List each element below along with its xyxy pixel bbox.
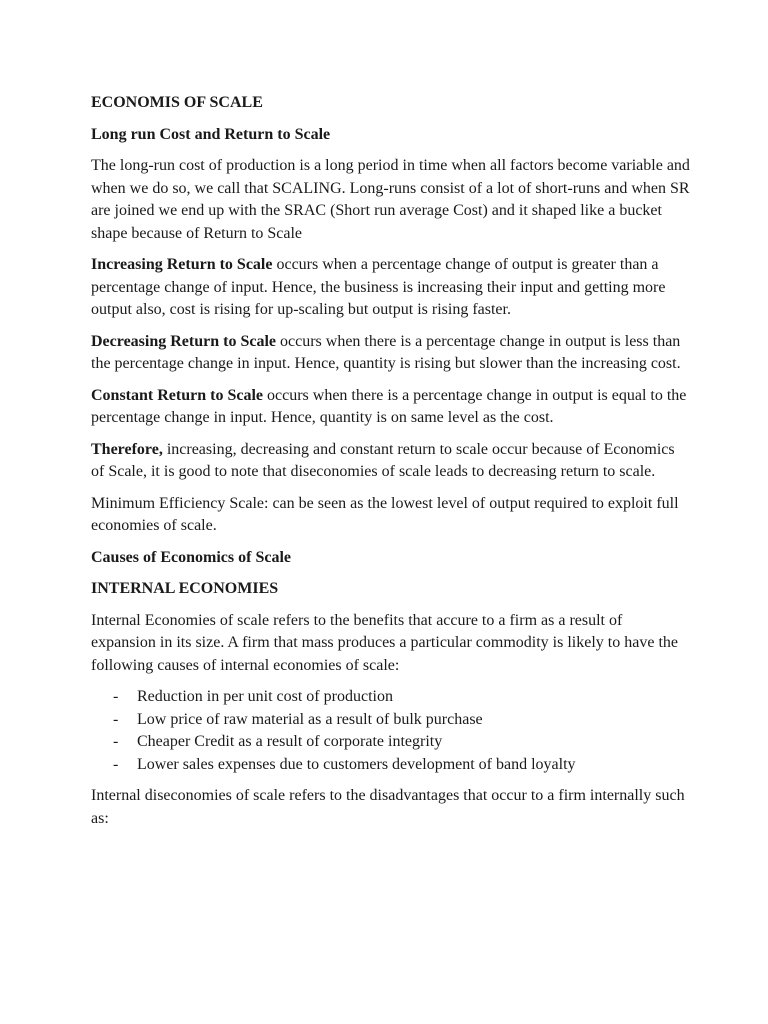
section-heading-long-run: Long run Cost and Return to Scale bbox=[91, 125, 331, 143]
bullet-dash: - bbox=[113, 688, 119, 705]
decreasing-return-text: occurs when there is a percentage change in output is less than the percentage change in input. Hence, quantity is rising but slower than the increasing cost. bbox=[91, 332, 681, 372]
list-item bbox=[91, 754, 691, 777]
minimum-efficiency-paragraph: Minimum Efficiency Scale: can be seen as the lowest level of output required to exploit full economies of scale. bbox=[91, 494, 679, 534]
decreasing-return-paragraph bbox=[91, 331, 691, 376]
increasing-return-term: Increasing Return to Scale bbox=[91, 256, 273, 273]
document-page bbox=[91, 92, 691, 839]
list-item bbox=[91, 709, 691, 732]
section-heading-internal: INTERNAL ECONOMIES bbox=[91, 580, 279, 597]
intro-paragraph: The long-run cost of production is a long period in time when all factors become variable and when we do so, we call that SCALING. Long-runs consist of a lot of short-runs and when SR are joined we end up with the SRAC (Short run average Cost) and it shaped like a bucket shape because of Return to Scale bbox=[91, 157, 690, 242]
therefore-term: Therefore, bbox=[91, 440, 163, 458]
decreasing-return-term: Decreasing Return to Scale bbox=[91, 332, 276, 350]
constant-return-term: Constant Return to Scale bbox=[91, 386, 263, 404]
list-item-text: Cheaper Credit as a result of corporate integrity bbox=[137, 733, 443, 750]
list-item-text: Low price of raw material as a result of bulk purchase bbox=[137, 710, 483, 728]
list-item bbox=[91, 686, 691, 709]
list-item-text: Lower sales expenses due to customers development of band loyalty bbox=[137, 755, 576, 773]
constant-return-paragraph bbox=[91, 385, 691, 430]
internal-economies-paragraph: Internal Economies of scale refers to the benefits that accure to a firm as a result of expansion in its size. A firm that mass produces a particular commodity is likely to have the following causes of internal economies of scale: bbox=[91, 611, 678, 674]
list-item-text: Reduction in per unit cost of production bbox=[137, 688, 393, 705]
list-item bbox=[91, 731, 691, 754]
internal-causes-list bbox=[91, 686, 691, 776]
bullet-dash: - bbox=[113, 710, 119, 728]
increasing-return-paragraph bbox=[91, 254, 691, 322]
therefore-text: increasing, decreasing and constant return to scale occur because of Economics of Scale, it is good to note that diseconomies of scale leads to decreasing return to scale. bbox=[91, 440, 675, 480]
bullet-dash: - bbox=[113, 755, 119, 773]
section-heading-causes: Causes of Economics of Scale bbox=[91, 548, 291, 566]
therefore-paragraph bbox=[91, 439, 691, 484]
increasing-return-text: occurs when a percentage change of output is greater than a percentage change of input. Hence, the business is increasing their input and getting more output also, cost is rising for up-scaling but output is rising faster. bbox=[91, 256, 666, 318]
internal-diseconomies-paragraph: Internal diseconomies of scale refers to the disadvantages that occur to a firm internally such as: bbox=[91, 787, 685, 827]
document-title: ECONOMIS OF SCALE bbox=[91, 94, 263, 111]
constant-return-text: occurs when there is a percentage change in output is equal to the percentage change in input. Hence, quantity is on same level as the cost. bbox=[91, 386, 687, 426]
bullet-dash: - bbox=[113, 733, 119, 750]
